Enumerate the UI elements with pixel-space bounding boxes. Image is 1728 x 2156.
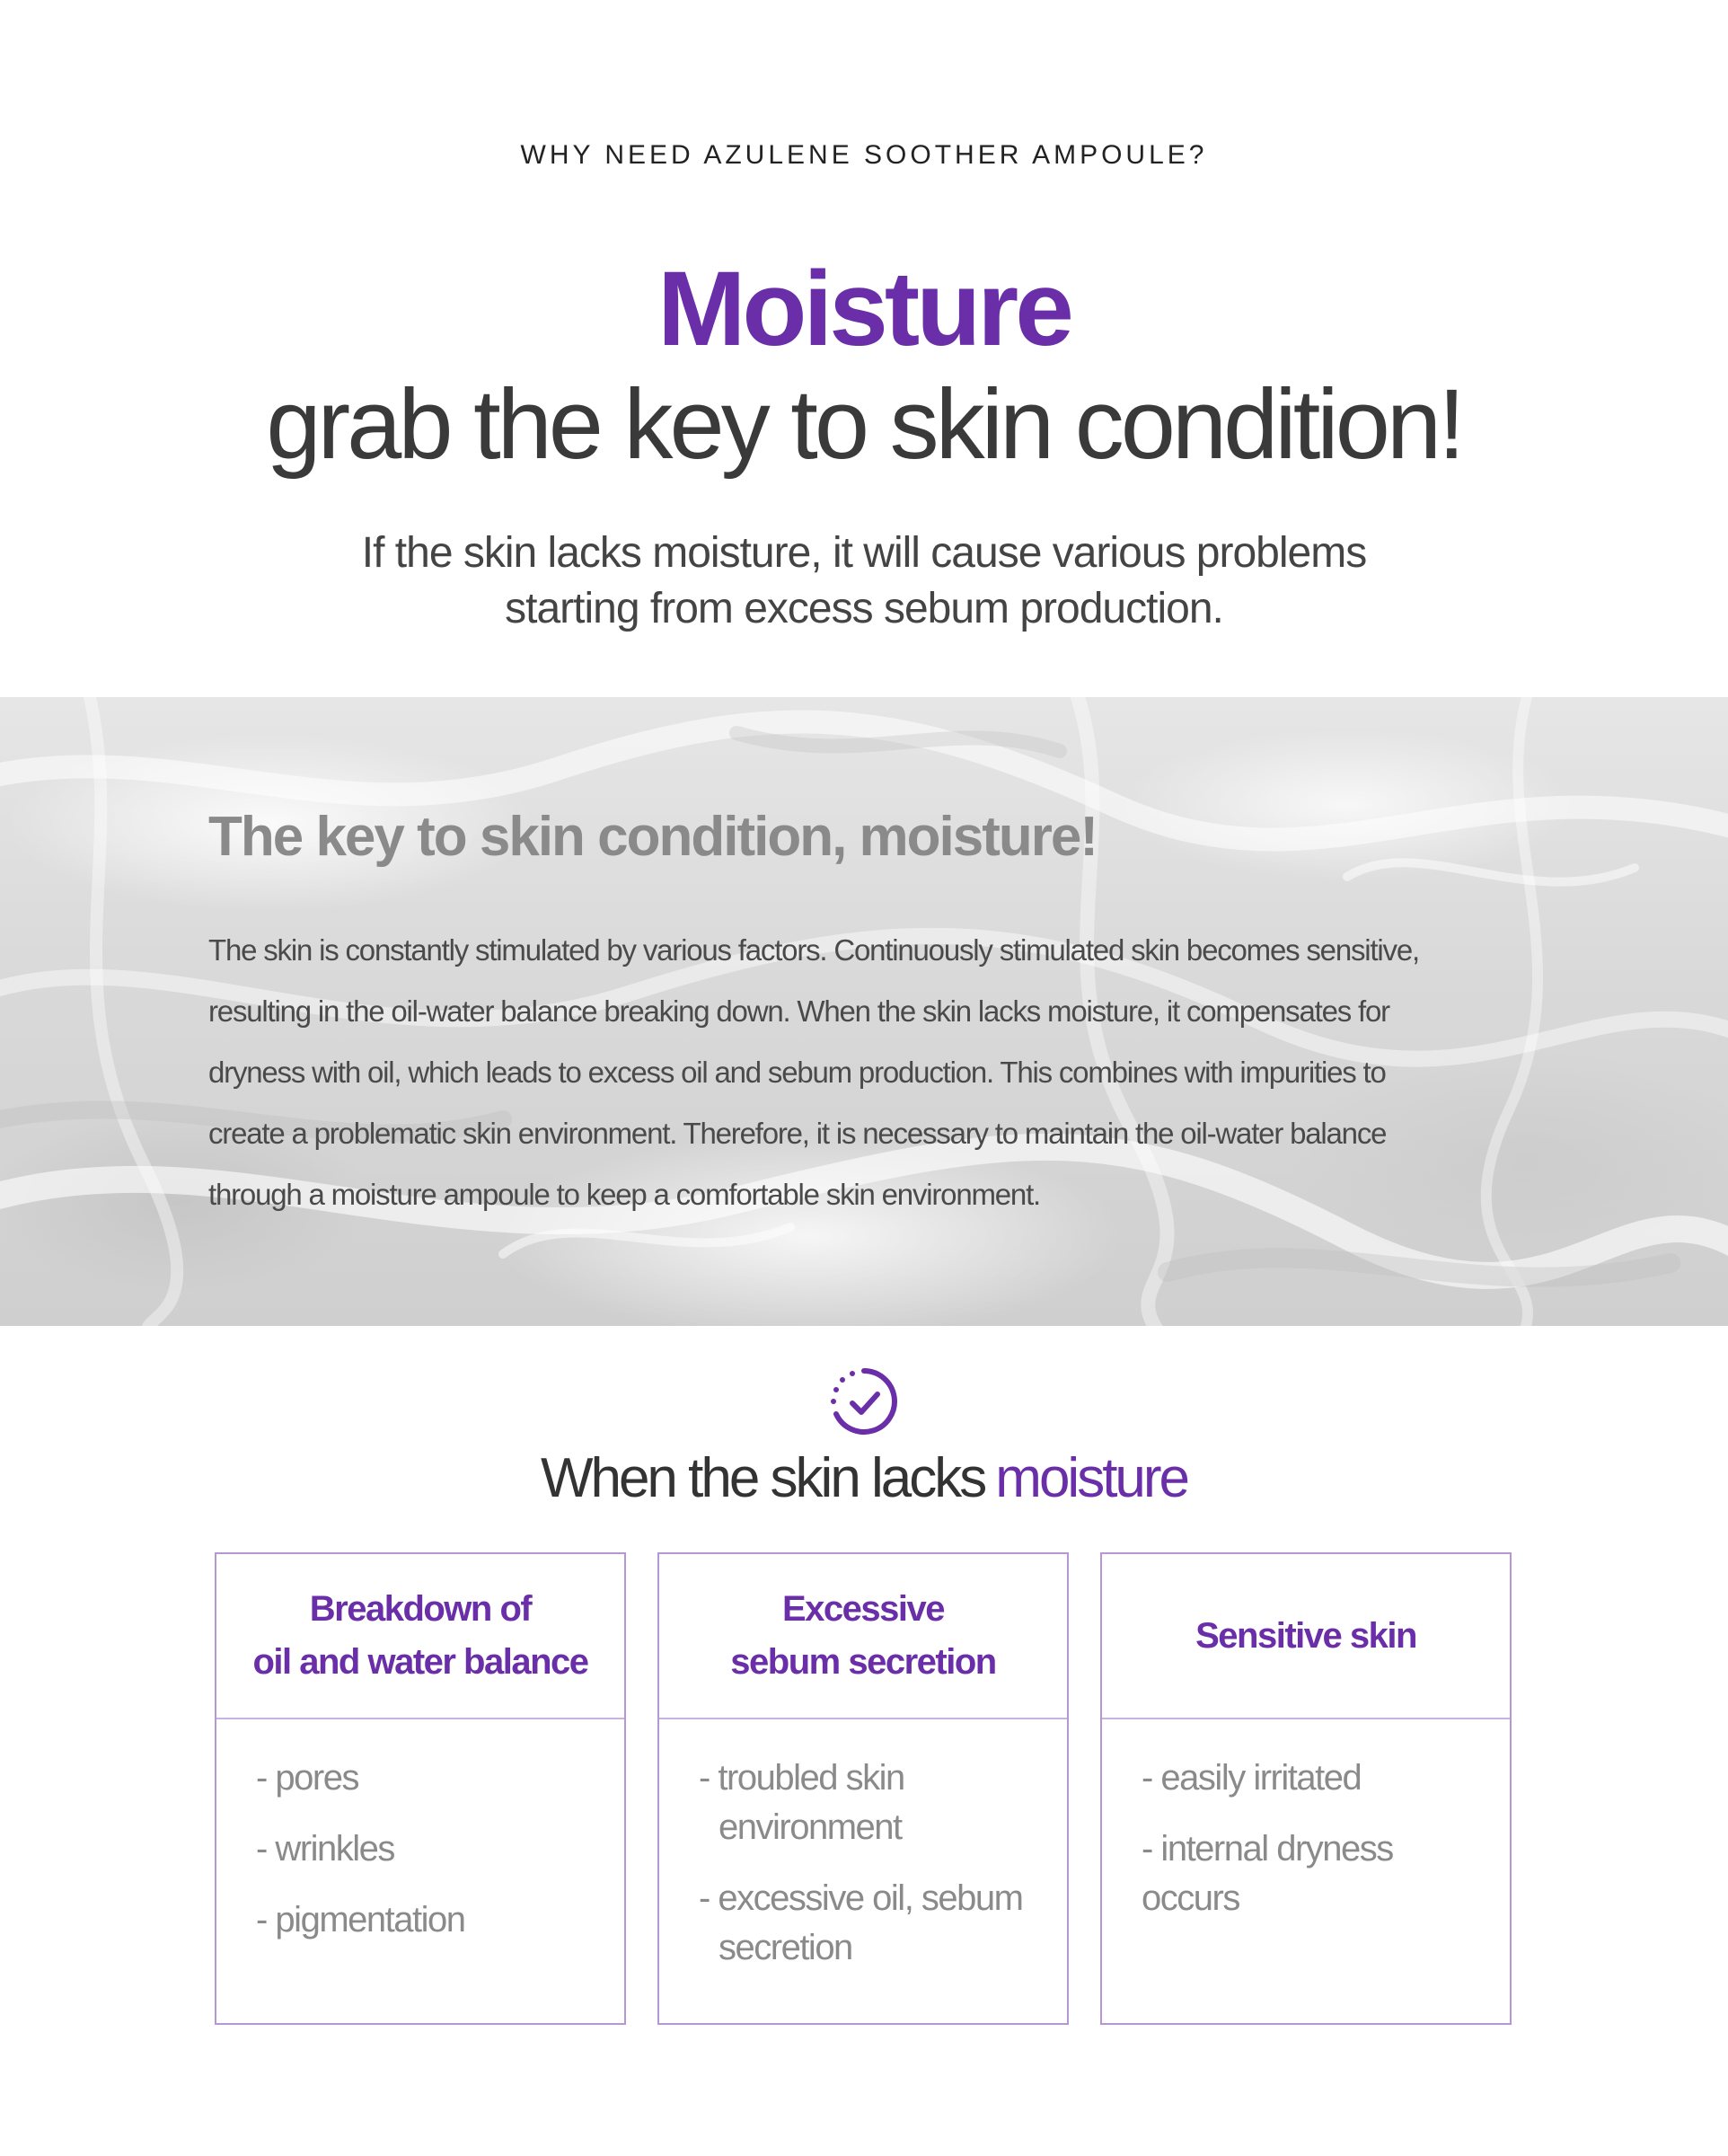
water-texture-banner (0, 697, 1728, 1326)
card-title (252, 1583, 587, 1689)
card-list (256, 1754, 606, 1966)
list-item (256, 1895, 606, 1945)
list-item (699, 1754, 1049, 1852)
water-section-title: The key to skin condition, moisture! (208, 806, 1098, 868)
list-item-text: - easily irritated (1142, 1758, 1362, 1798)
card-title-line: Breakdown of (309, 1589, 532, 1629)
list-item-text: secretion (719, 1928, 852, 1967)
problem-card (657, 1552, 1069, 2025)
card-title-line: oil and water balance (252, 1642, 588, 1682)
list-item-text: - troubled skin (699, 1758, 904, 1798)
lack-section-title (0, 1446, 1728, 1510)
card-list (1142, 1754, 1492, 1945)
body-line: dryness with oil, which leads to excess oil and sebum production. This combines with impurities to (208, 1056, 1386, 1089)
check-circle-icon (828, 1365, 900, 1437)
list-item (256, 1825, 606, 1874)
list-item-text: - pigmentation (256, 1900, 465, 1940)
card-title-line: sebum secretion (730, 1642, 996, 1682)
card-header (659, 1554, 1067, 1719)
headline-main: grab the key to skin condition! (266, 369, 1462, 480)
list-item (256, 1754, 606, 1803)
list-item-text: - internal dryness occurs (1142, 1829, 1393, 1918)
body-line: through a moisture ampoule to keep a comfortable skin environment. (208, 1178, 1041, 1211)
list-item (699, 1874, 1049, 1973)
water-section-body (208, 920, 1538, 1225)
card-title (1195, 1610, 1416, 1663)
problem-card (1100, 1552, 1512, 2025)
intro-line: If the skin lacks moisture, it will cause various problems (361, 529, 1367, 577)
list-item (1142, 1754, 1492, 1803)
problem-card (215, 1552, 626, 2025)
eyebrow-heading: WHY NEED AZULENE SOOTHER AMPOULE? (520, 140, 1208, 170)
card-header (1102, 1554, 1510, 1719)
card-title-line: Sensitive skin (1195, 1615, 1416, 1656)
list-item-text: - wrinkles (256, 1829, 394, 1869)
body-line: resulting in the oil-water balance breaking down. When the skin lacks moisture, it compensates for (208, 994, 1389, 1028)
intro-line: starting from excess sebum production. (505, 585, 1223, 632)
body-line: create a problematic skin environment. Therefore, it is necessary to maintain the oil-water balance (208, 1117, 1387, 1150)
list-item-text: environment (719, 1807, 902, 1847)
card-title-line: Excessive (781, 1589, 944, 1629)
list-item (1142, 1825, 1492, 1923)
headline-accent: Moisture (657, 250, 1071, 368)
card-title (730, 1583, 995, 1689)
lack-title-prefix: When the skin lacks (540, 1447, 985, 1509)
body-line: The skin is constantly stimulated by various factors. Continuously stimulated skin becomes sensitive, (208, 933, 1419, 967)
intro-text (0, 526, 1728, 637)
card-list (699, 1754, 1049, 1994)
lack-title-accent: moisture (995, 1447, 1188, 1509)
list-item-text: - pores (256, 1758, 358, 1798)
card-header (216, 1554, 624, 1719)
list-item-text: - excessive oil, sebum (699, 1878, 1023, 1918)
